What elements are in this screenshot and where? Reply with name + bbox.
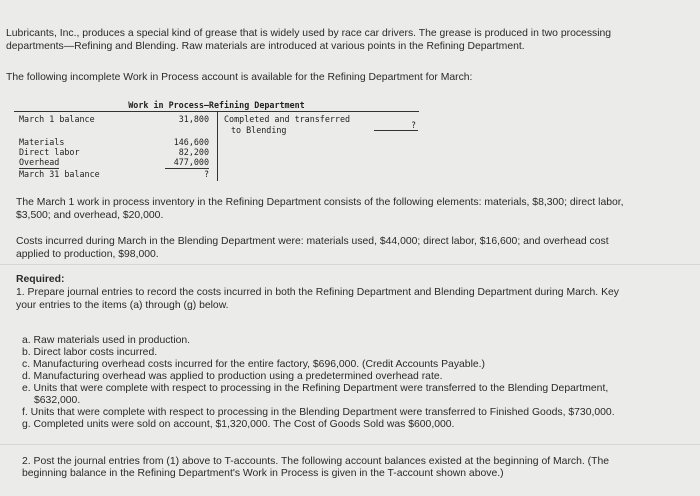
list-item: c. Manufacturing overhead costs incurred for the entire factory, $696,000. (Credit Accounts Payable.) — [22, 359, 486, 370]
required-line-2: your entries to the items (a) through (g) below. — [16, 300, 229, 311]
intro-line-1: Lubricants, Inc., produces a special kind of grease that is widely used by race car drivers. The grease is produced in two processing — [6, 28, 612, 39]
part2-line-2: beginning balance in the Refining Department's Work in Process is given in the T-account shown above.) — [22, 468, 504, 479]
blending-costs-line-1: Costs incurred during March in the Blending Department were: materials used, $44,000; direct labor, $16,600; and overhead cost — [16, 236, 609, 247]
t-account-work-in-process — [14, 100, 419, 182]
divider — [0, 444, 700, 445]
divider — [0, 264, 700, 265]
debit-label: Materials — [19, 137, 65, 147]
credit-label-continued: to Blending — [231, 125, 287, 135]
debit-amount: 82,200 — [178, 147, 209, 157]
debit-label: Overhead — [19, 157, 60, 167]
intro-line-2: departments—Refining and Blending. Raw materials are introduced at various points in the Refining Department. — [6, 41, 525, 52]
credit-underline — [374, 130, 418, 131]
debit-label: Direct labor — [19, 147, 80, 157]
list-item: e. Units that were complete with respect to processing in the Refining Department were transferred to the Blending Department, — [22, 383, 609, 394]
list-item: b. Direct labor costs incurred. — [22, 347, 158, 358]
debit-amount: 31,800 — [178, 114, 209, 124]
t-account-divider — [217, 111, 218, 181]
debit-amount: ? — [203, 169, 209, 179]
list-item: g. Completed units were sold on account, $1,320,000. The Cost of Goods Sold was $600,000. — [22, 419, 455, 430]
march1-line-2: $3,500; and overhead, $20,000. — [16, 210, 164, 221]
blending-costs-line-2: applied to production, $98,000. — [16, 249, 159, 260]
list-item-continued: $632,000. — [34, 395, 81, 406]
account-intro: The following incomplete Work in Process account is available for the Refining Department for March: — [6, 72, 473, 83]
debit-amount: 146,600 — [173, 137, 209, 147]
credit-amount: ? — [410, 120, 416, 130]
list-item: a. Raw materials used in production. — [22, 335, 191, 346]
list-item: f. Units that were complete with respect to processing in the Blending Department were transferred to Finished Goods, $730,000. — [22, 407, 615, 418]
required-heading: Required: — [16, 274, 65, 285]
debit-label: March 1 balance — [19, 114, 95, 124]
part2-line-1: 2. Post the journal entries from (1) above to T-accounts. The following account balances existed at the beginning of March. (The — [22, 456, 610, 467]
march1-line-1: The March 1 work in process inventory in the Refining Department consists of the following elements: materials, $8,300; direct labor, — [16, 197, 624, 208]
credit-label: Completed and transferred — [224, 114, 351, 124]
required-line-1: 1. Prepare journal entries to record the costs incurred in both the Refining Department and Blending Department during March. Key — [16, 287, 619, 298]
debit-label: March 31 balance — [19, 169, 100, 179]
list-item: d. Manufacturing overhead was applied to production using a predetermined overhead rate. — [22, 371, 443, 382]
t-account-title: Work in Process—Refining Department — [14, 100, 419, 112]
debit-amount: 477,000 — [165, 157, 209, 169]
